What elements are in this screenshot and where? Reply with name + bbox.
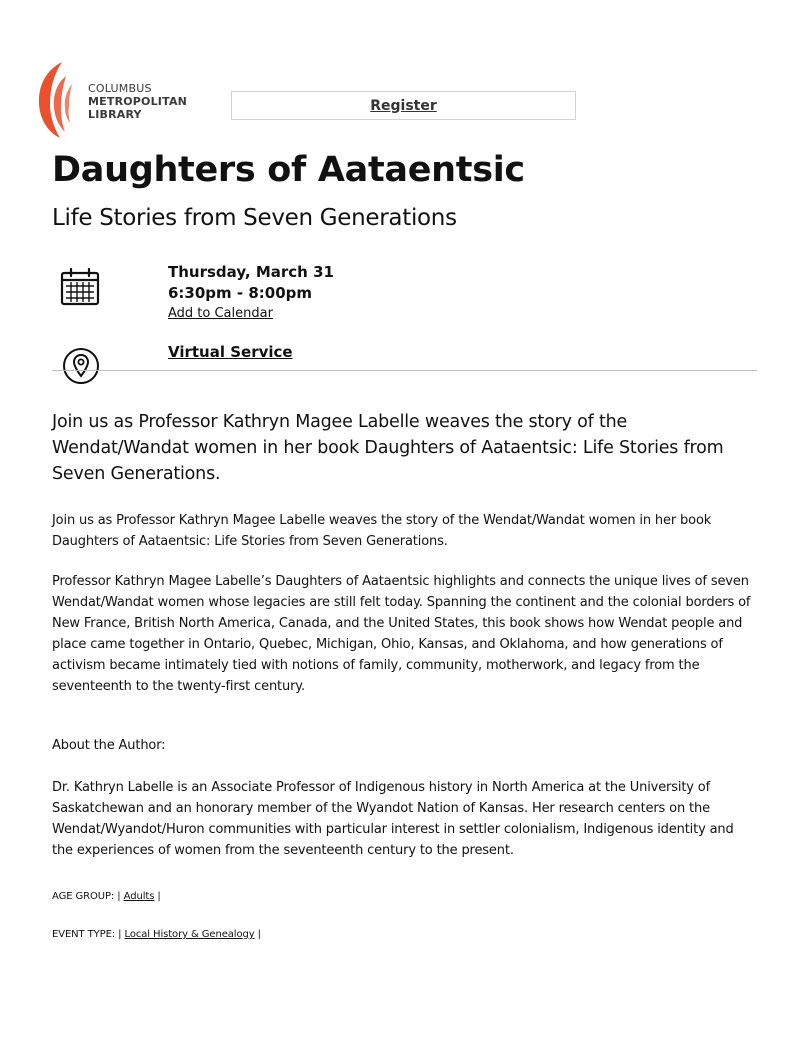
about-author-heading: About the Author: bbox=[52, 738, 166, 753]
event-title: Daughters of Aataentsic bbox=[52, 150, 525, 190]
register-box bbox=[231, 91, 576, 120]
event-type-separator: | bbox=[257, 929, 261, 940]
event-lead-text: Join us as Professor Kathryn Magee Labelle weaves the story of the Wendat/Wandat women in her book Daughters of Aataentsic: Life Stories from Seven Generations. bbox=[52, 412, 724, 484]
event-time: 6:30pm - 8:00pm bbox=[168, 284, 313, 302]
event-type-label: EVENT TYPE: | bbox=[52, 929, 122, 940]
location-link[interactable]: Virtual Service bbox=[168, 343, 293, 361]
age-group-link[interactable]: Adults bbox=[123, 891, 155, 902]
event-date: Thursday, March 31 bbox=[168, 263, 334, 281]
logo-line-3: LIBRARY bbox=[88, 108, 142, 121]
register-link[interactable]: Register bbox=[370, 97, 437, 114]
section-divider bbox=[52, 370, 757, 371]
age-group-separator: | bbox=[157, 891, 161, 902]
description-paragraph-1: Join us as Professor Kathryn Magee Labelle weaves the story of the Wendat/Wandat women in her book Daughters of Aataentsic: Life Stories from Seven Generations. bbox=[52, 513, 712, 549]
library-logo-icon bbox=[36, 62, 86, 138]
logo-line-1: COLUMBUS bbox=[88, 82, 152, 95]
map-pin-icon bbox=[62, 346, 100, 386]
logo-line-2: METROPOLITAN bbox=[88, 95, 188, 108]
age-group-row bbox=[52, 891, 161, 902]
event-type-row bbox=[52, 929, 261, 940]
age-group-label: AGE GROUP: | bbox=[52, 891, 121, 902]
library-logo[interactable] bbox=[36, 62, 206, 138]
calendar-icon bbox=[60, 268, 100, 306]
about-author-text: Dr. Kathryn Labelle is an Associate Professor of Indigenous history in North America at the University of Saskatchewan and an honorary member of the Wyandot Nation of Kansas. Her research centers on the Wendat/Wyandot/Huron communities with particular interest in settler colonialism, Indigenous identity and the experiences of women from the seventeenth century to the present. bbox=[52, 780, 734, 858]
description-paragraph-2: Professor Kathryn Magee Labelle’s Daughters of Aataentsic highlights and connects the unique lives of seven Wendat/Wandat women whose legacies are still felt today. Spanning the continent and the colonial borders of New France, British North America, Canada, and the United States, this book shows how Wendat people and place came together in Ontario, Quebec, Michigan, Ohio, Kansas, and Oklahoma, and how generations of activism became intimately tied with notions of family, community, motherwork, and legacy from the seventeenth to the twenty-first century. bbox=[52, 574, 751, 694]
event-subtitle: Life Stories from Seven Generations bbox=[52, 205, 457, 231]
event-type-link[interactable]: Local History & Genealogy bbox=[124, 929, 255, 940]
add-to-calendar-link[interactable]: Add to Calendar bbox=[168, 306, 273, 321]
library-logo-text bbox=[88, 82, 187, 121]
